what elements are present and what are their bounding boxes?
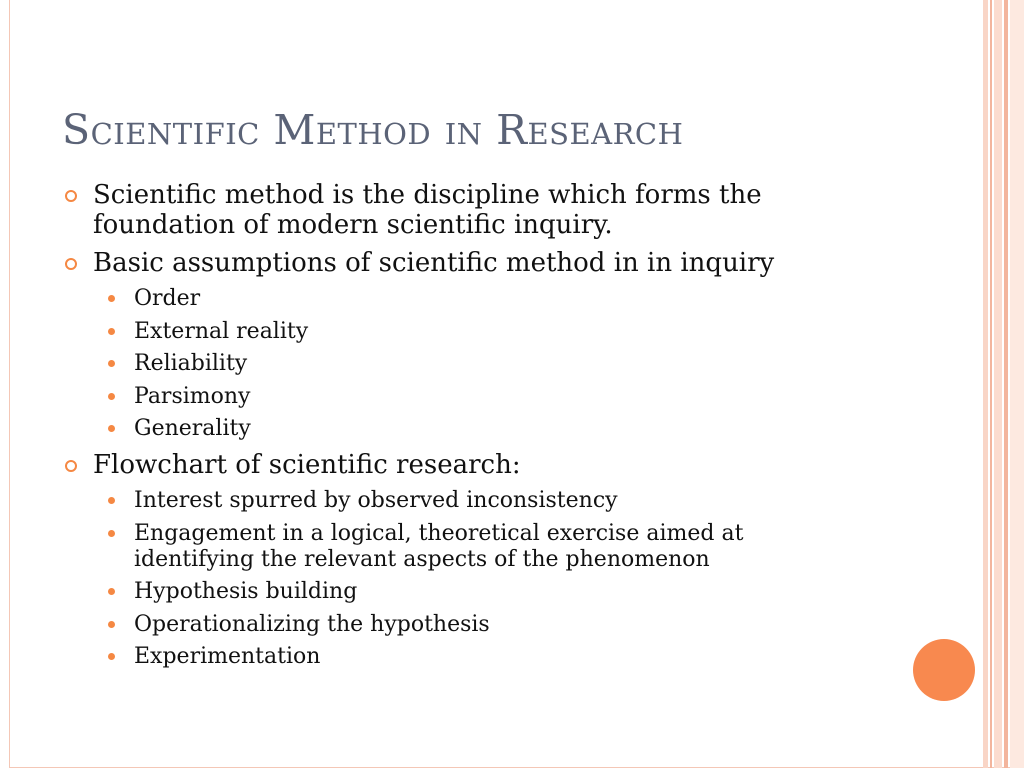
dot-bullet-icon bbox=[108, 653, 115, 660]
bullet-text: Flowchart of scientific research: bbox=[93, 450, 521, 480]
bullet-item bbox=[62, 248, 862, 278]
slide-title: Scientific Method in Research bbox=[62, 106, 684, 154]
sub-bullet-item bbox=[62, 384, 862, 410]
slide-content bbox=[62, 180, 862, 678]
bullet-item bbox=[62, 450, 862, 480]
bullet-text: Scientific method is the discipline which forms the foundation of modern scientific inquiry. bbox=[93, 180, 762, 240]
sub-bullet-list bbox=[62, 488, 862, 670]
sub-bullet-item bbox=[62, 488, 862, 514]
decorative-orb bbox=[913, 639, 975, 701]
decorative-stripe bbox=[994, 0, 1002, 768]
dot-bullet-icon bbox=[108, 425, 115, 432]
sub-bullet-list bbox=[62, 286, 862, 442]
sub-bullet-text: Hypothesis building bbox=[134, 579, 358, 604]
sub-bullet-text: Engagement in a logical, theoretical exercise aimed at identifying the relevant aspects of the phenomenon bbox=[134, 520, 744, 572]
dot-bullet-icon bbox=[108, 588, 115, 595]
decorative-stripe bbox=[983, 0, 988, 768]
ring-bullet-icon bbox=[65, 258, 77, 270]
sub-bullet-item bbox=[62, 286, 862, 312]
sub-bullet-text: Operationalizing the hypothesis bbox=[134, 611, 490, 637]
sub-bullet-item bbox=[62, 416, 862, 442]
ring-bullet-icon bbox=[65, 190, 77, 202]
sub-bullet-item bbox=[62, 579, 862, 605]
dot-bullet-icon bbox=[108, 530, 115, 537]
decorative-stripe bbox=[990, 0, 992, 768]
sub-bullet-text: Generality bbox=[134, 416, 251, 441]
dot-bullet-icon bbox=[108, 328, 115, 335]
bullet-text: Basic assumptions of scientific method in in inquiry bbox=[93, 248, 775, 278]
sub-bullet-text: Parsimony bbox=[134, 383, 251, 409]
sub-bullet-text: Reliability bbox=[134, 351, 248, 376]
sub-bullet-item bbox=[62, 521, 862, 573]
sub-bullet-text: Order bbox=[134, 286, 201, 311]
sub-bullet-item bbox=[62, 644, 862, 670]
dot-bullet-icon bbox=[108, 295, 115, 302]
dot-bullet-icon bbox=[108, 621, 115, 628]
sub-bullet-item bbox=[62, 319, 862, 345]
decorative-stripe bbox=[1010, 0, 1024, 768]
decorative-stripe bbox=[1004, 0, 1008, 768]
ring-bullet-icon bbox=[65, 460, 77, 472]
sub-bullet-item bbox=[62, 351, 862, 377]
dot-bullet-icon bbox=[108, 497, 115, 504]
sub-bullet-text: Interest spurred by observed inconsistency bbox=[134, 488, 618, 513]
sub-bullet-text: External reality bbox=[134, 318, 309, 344]
bullet-item bbox=[62, 180, 862, 240]
sub-bullet-text: Experimentation bbox=[134, 644, 321, 669]
dot-bullet-icon bbox=[108, 360, 115, 367]
dot-bullet-icon bbox=[108, 393, 115, 400]
sub-bullet-item bbox=[62, 612, 862, 638]
